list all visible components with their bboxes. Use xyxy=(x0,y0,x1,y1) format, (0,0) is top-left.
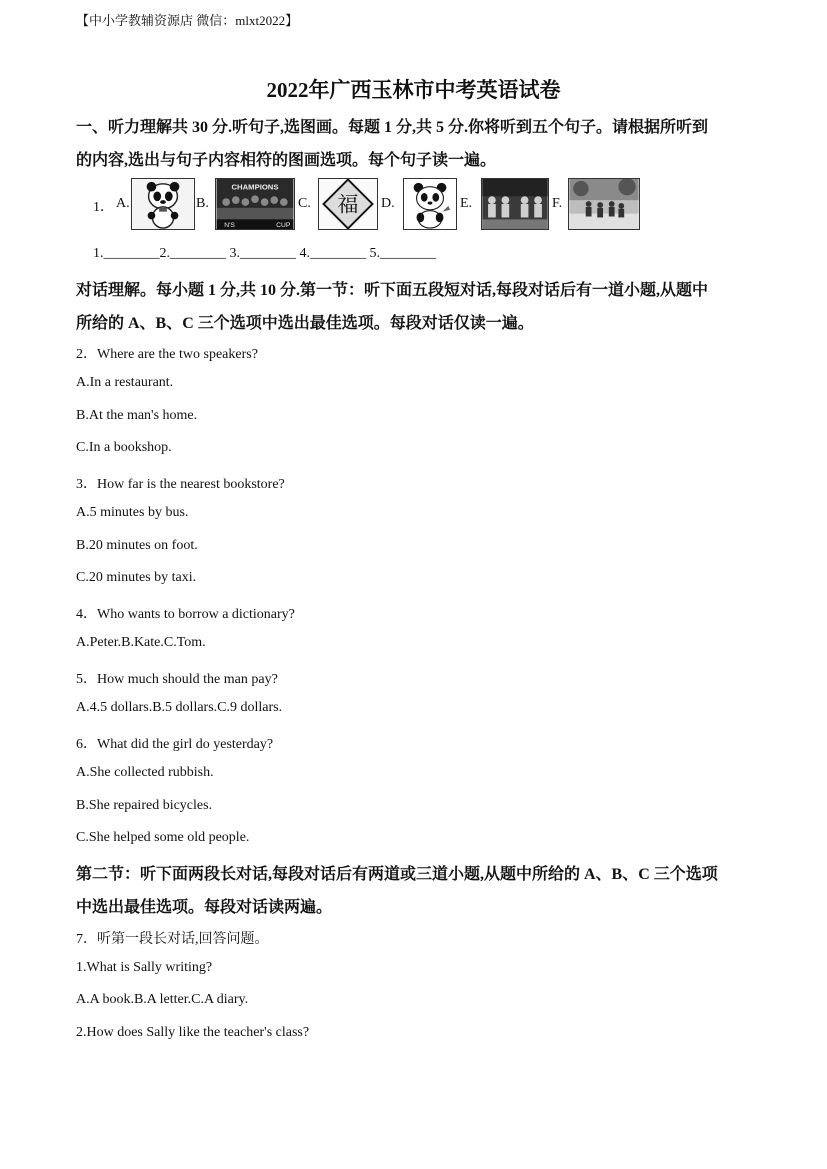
option-3a[interactable]: A.5 minutes by bus. xyxy=(76,505,189,520)
section1-instruction-line1: 一、听力理解共 30 分.听句子,选图画。每题 1 分,共 5 分.你将听到五个句子。请根据所听到 xyxy=(76,119,709,136)
section3-instruction-line2: 中选出最佳选项。每段对话读两遍。 xyxy=(76,899,333,916)
question-7: 7．听第一段长对话,回答问题。 xyxy=(76,932,269,947)
question-7-1: 1.What is Sally writing? xyxy=(76,960,213,975)
page-title: 2022年广西玉林市中考英语试卷 xyxy=(266,78,561,102)
section1-instruction-line2: 的内容,选出与句子内容相符的图画选项。每个句子读一遍。 xyxy=(76,152,497,169)
question-6: 6．What did the girl do yesterday? xyxy=(76,737,274,752)
option-2c[interactable]: C.In a bookshop. xyxy=(76,440,172,455)
fu-text: 福 xyxy=(337,191,359,217)
section2-instruction-line2: 所给的 A、B、C 三个选项中选出最佳选项。每段对话仅读一遍。 xyxy=(76,315,534,332)
champions-text: CHAMPIONS xyxy=(231,182,279,192)
children-walking-icon xyxy=(568,178,640,230)
panda-icon xyxy=(403,178,457,230)
option-6a[interactable]: A.She collected rubbish. xyxy=(76,765,214,780)
section3-instruction-line1: 第二节：听下面两段长对话,每段对话后有两道或三道小题,从题中所给的 A、B、C 三个选项 xyxy=(76,866,718,883)
option-3c[interactable]: C.20 minutes by taxi. xyxy=(76,570,197,585)
options-7-1[interactable]: A.A book.B.A letter.C.A diary. xyxy=(76,992,249,1007)
answer-blanks[interactable]: 1.________2.________ 3.________ 4.________ 5.________ xyxy=(93,246,436,261)
option-2a[interactable]: A.In a restaurant. xyxy=(76,375,174,390)
option-6c[interactable]: C.She helped some old people. xyxy=(76,830,250,845)
option-label-c: C. xyxy=(298,196,311,211)
option-label-e: E. xyxy=(460,196,473,211)
option-label-b: B. xyxy=(196,196,209,211)
option-label-f: F. xyxy=(552,196,563,211)
option-6b[interactable]: B.She repaired bicycles. xyxy=(76,798,213,813)
question-2: 2．Where are the two speakers? xyxy=(76,347,258,362)
fu-character-icon xyxy=(318,178,378,230)
question-4: 4．Who wants to borrow a dictionary? xyxy=(76,607,295,622)
option-label-d: D. xyxy=(381,196,395,211)
panda-mascot-icon xyxy=(131,178,195,230)
ns-text: N'S xyxy=(224,222,235,229)
option-2b[interactable]: B.At the man's home. xyxy=(76,408,198,423)
header-note: 【中小学教辅资源店 微信：mlxt2022】 xyxy=(76,13,299,28)
section2-instruction-line1: 对话理解。每小题 1 分,共 10 分.第一节：听下面五段短对话,每段对话后有一道小题,从题中 xyxy=(76,282,709,299)
champions-team-icon xyxy=(215,178,295,230)
question-7-2: 2.How does Sally like the teacher's class? xyxy=(76,1025,310,1040)
option-label-a: A. xyxy=(116,196,130,211)
options-5[interactable]: A.4.5 dollars.B.5 dollars.C.9 dollars. xyxy=(76,700,283,715)
options-4[interactable]: A.Peter.B.Kate.C.Tom. xyxy=(76,635,206,650)
students-photo-icon xyxy=(481,178,549,230)
question-5: 5．How much should the man pay? xyxy=(76,672,278,687)
question-number: 1． xyxy=(93,200,114,215)
cup-text: CUP xyxy=(276,222,291,229)
option-3b[interactable]: B.20 minutes on foot. xyxy=(76,538,198,553)
question-3: 3．How far is the nearest bookstore? xyxy=(76,477,285,492)
